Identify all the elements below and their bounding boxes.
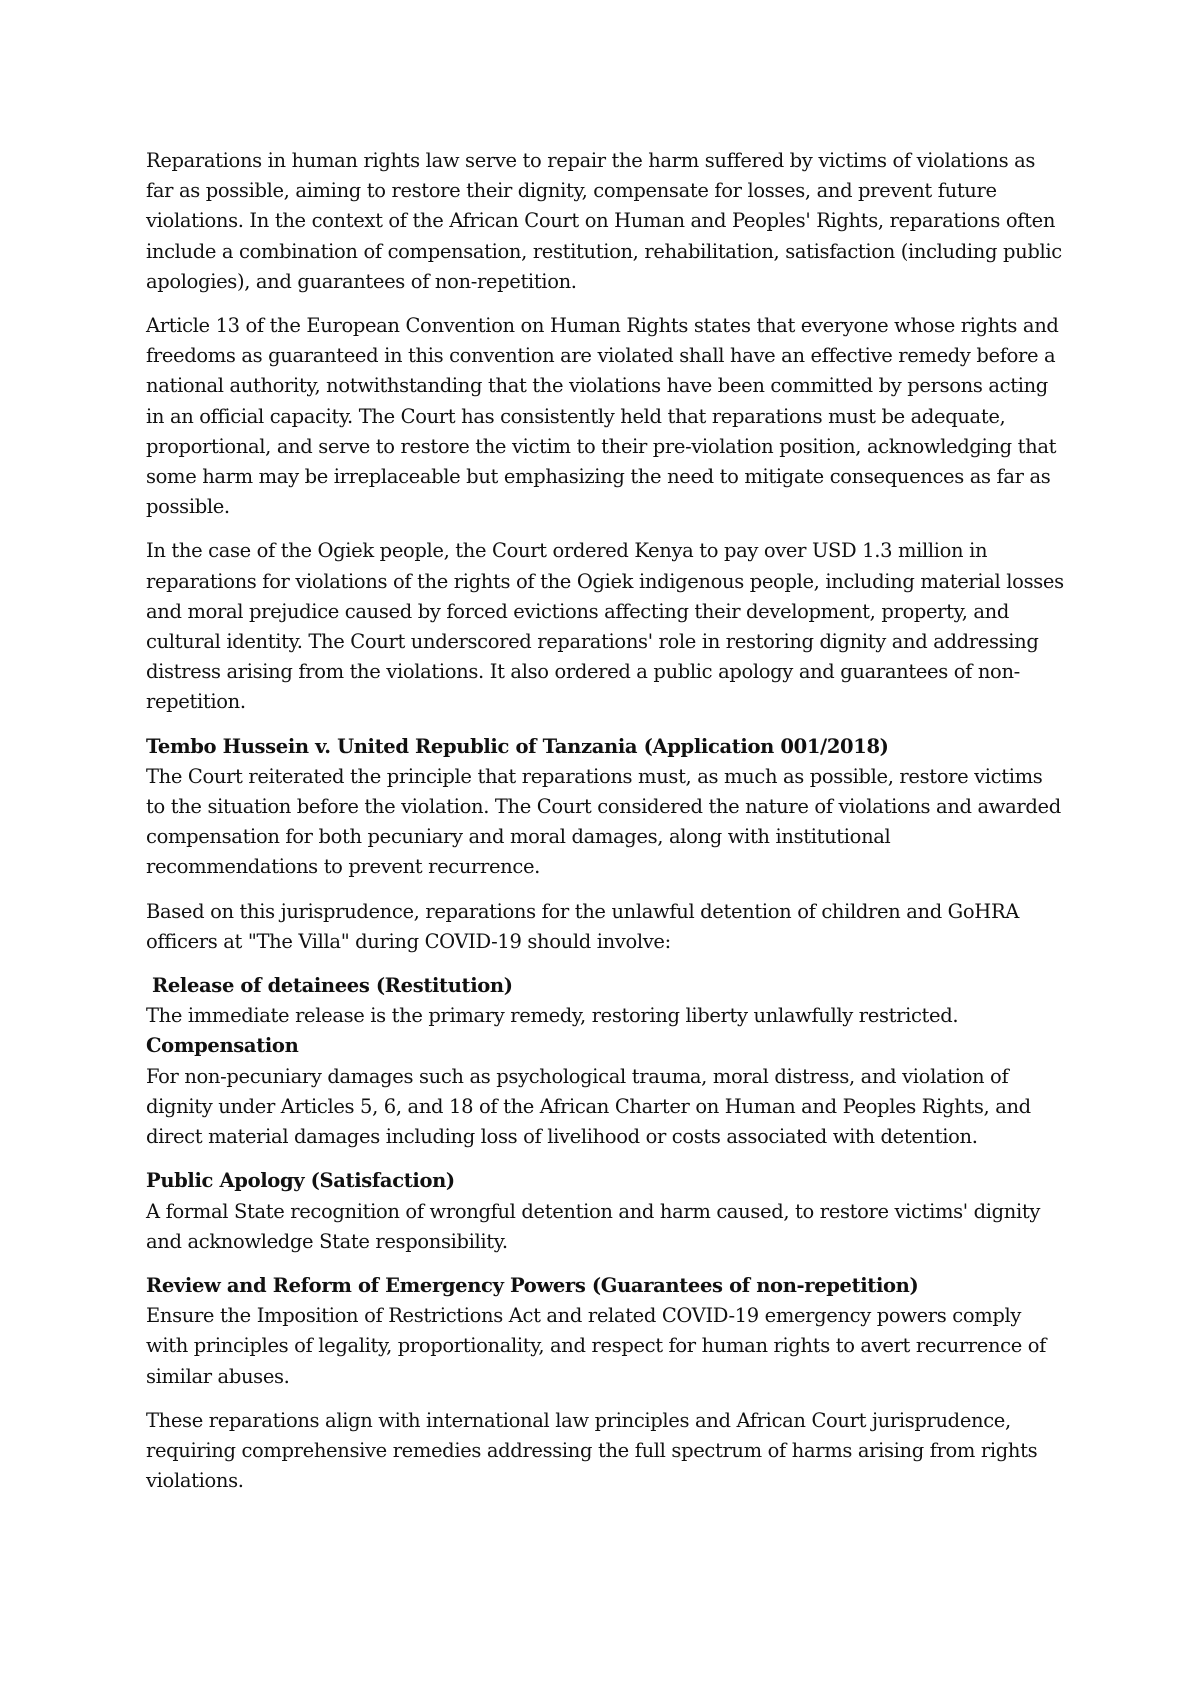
heading-release: Release of detainees (Restitution) xyxy=(152,974,513,998)
heading-public-apology: Public Apology (Satisfaction) xyxy=(146,1169,455,1193)
section-public-apology xyxy=(146,1166,1066,1257)
paragraph-ogiek-case: In the case of the Ogiek people, the Court ordered Kenya to pay over USD 1.3 million in reparations for violations of the rights of the Ogiek indigenous people, including material losses and moral prejudice caused by forced evictions affecting their development, property, and cultural identity. The Court underscored reparations' role in restoring dignity and addressing distress arising from the violations. It also ordered a public apology and guarantees of non-repetition. xyxy=(146,539,1064,714)
paragraph-intro: Based on this jurisprudence, reparations for the unlawful detention of children and GoHRA officers at "The Villa" during COVID-19 should involve: xyxy=(146,899,1020,953)
text-tembo-hussein: The Court reiterated the principle that reparations must, as much as possible, restore victims to the situation before the violation. The Court considered the nature of violations and awarded compensation for both pecuniary and moral damages, along with institutional recommendations to prevent recurrence. xyxy=(146,764,1061,879)
text-reform: Ensure the Imposition of Restrictions Act and related COVID-19 emergency powers comply with principles of legality, proportionality, and respect for human rights to avert recurrence of similar abuses. xyxy=(146,1304,1047,1388)
text-release: The immediate release is the primary remedy, restoring liberty unlawfully restricted. xyxy=(146,1004,959,1028)
document-page xyxy=(146,146,1066,1510)
section-reform xyxy=(146,1271,1066,1392)
paragraph-reparations-overview: Reparations in human rights law serve to repair the harm suffered by victims of violations as far as possible, aiming to restore their dignity, compensate for losses, and prevent future violations. In the context of the African Court on Human and Peoples' Rights, reparations often include a combination of compensation, restitution, rehabilitation, satisfaction (including public apologies), and guarantees of non-repetition. xyxy=(146,149,1062,293)
text-public-apology: A formal State recognition of wrongful detention and harm caused, to restore victims' dignity and acknowledge State responsibility. xyxy=(146,1199,1041,1253)
paragraph-article-13: Article 13 of the European Convention on Human Rights states that everyone whose rights and freedoms as guaranteed in this convention are violated shall have an effective remedy before a national authority, notwithstanding that the violations have been committed by persons acting in an official capacity. The Court has consistently held that reparations must be adequate, proportional, and serve to restore the victim to their pre-violation position, acknowledging that some harm may be irreplaceable but emphasizing the need to mitigate consequences as far as possible. xyxy=(146,314,1059,519)
paragraph-conclusion: These reparations align with international law principles and African Court jurisprudence, requiring comprehensive remedies addressing the full spectrum of harms arising from rights violations. xyxy=(146,1408,1038,1493)
section-release-compensation xyxy=(146,971,1066,1152)
heading-reform: Review and Reform of Emergency Powers (Guarantees of non-repetition) xyxy=(146,1273,919,1297)
heading-compensation: Compensation xyxy=(146,1034,299,1058)
heading-tembo-hussein: Tembo Hussein v. United Republic of Tanzania (Application 001/2018) xyxy=(146,734,889,758)
text-compensation: For non-pecuniary damages such as psychological trauma, moral distress, and violation of dignity under Articles 5, 6, and 18 of the African Charter on Human and Peoples Rights, and direct material damages including loss of livelihood or costs associated with detention. xyxy=(146,1064,1031,1149)
section-tembo-hussein xyxy=(146,732,1066,883)
